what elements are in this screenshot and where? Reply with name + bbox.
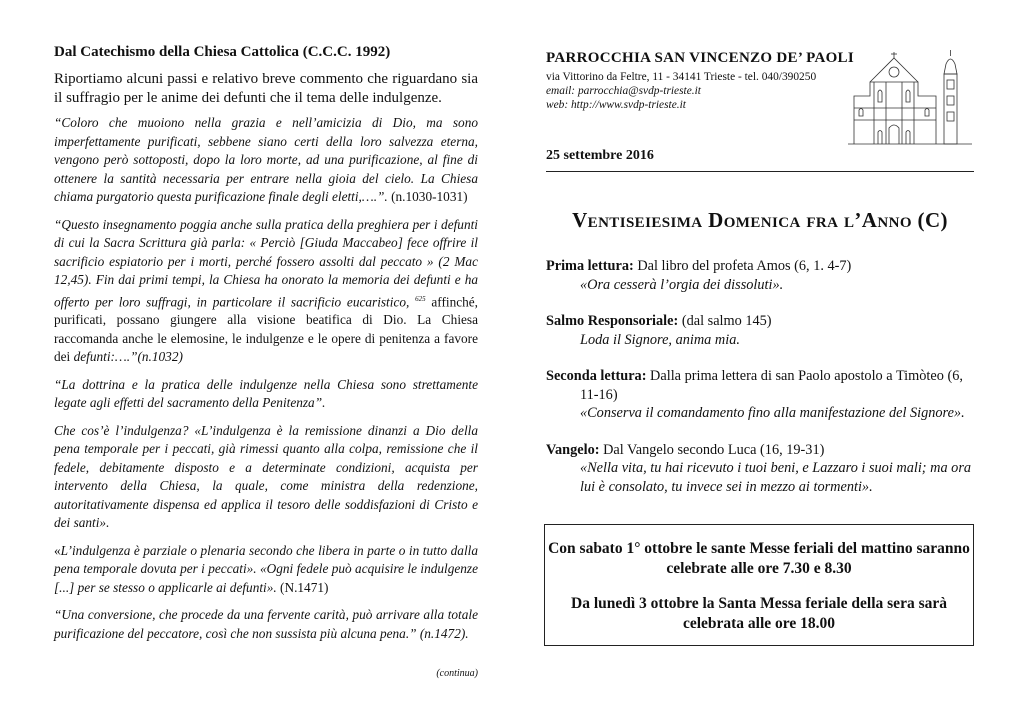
parish-address: via Vittorino da Feltre, 11 - 34141 Trieste - tel. 040/390250 (546, 71, 817, 83)
reading-label: Prima lettura: (546, 258, 634, 274)
intro-paragraph: Riportiamo alcuni passi e relativo breve commento che riguardano sia il suffragio per le anime dei defunti che il tema delle indulgenze. (54, 71, 478, 106)
quote-1-text: “Coloro che muoiono nella grazia e nell’amicizia di Dio, ma sono imperfettamente purificati, sebbene siano certi della loro salvezza eterna, vengono però sottoposti, dopo la loro morte, ad una purificazione, al fine di ottenere la santità necessaria per entrare nella gioia del cielo. La Chiesa chiama purgatorio questa purificazione finale degli eletti,….”. (54, 115, 478, 204)
reading-psalm (546, 312, 974, 349)
quote-5-ref: (N.1471) (280, 579, 329, 595)
bulletin-date: 25 settembre 2016 (546, 148, 654, 163)
quote-paragraph-2 (54, 216, 478, 367)
reading-source: Dal libro del profeta Amos (6, 1. 4-7) (637, 258, 852, 274)
quote-5-text: L’indulgenza è parziale o plenaria secondo che libera in parte o in tutto dalla pena temporale dovuta per i peccati». «Ogni fedele può acquisire le indulgenze [...] per se stesso o applicarle ai defunti». (54, 542, 478, 595)
reading-label: Salmo Responsoriale: (546, 313, 679, 329)
continua-label: (continua) (436, 668, 478, 679)
reading-refrain: «Nella vita, tu hai ricevuto i tuoi beni, e Lazzaro i suoi mali; ma ora lui è consolato, tu invece sei in mezzo ai tormenti». (580, 460, 972, 495)
quote-1-ref: (n.1030-1031) (391, 189, 468, 204)
right-page (512, 0, 1024, 724)
quote-2-text-b: affinché, purificati, possano giungere alla visione beatifica di Dio. La Chiesa raccomanda anche le elemosine, le indulgenze e le opere di penitenza a favore dei (54, 293, 478, 365)
quote-paragraph-4: Che cos’è l’indulgenza? «L’indulgenza è la remissione dinanzi a Dio della pena temporale per i peccati, già rimessi quanto alla colpa, remissione che il fedele, debitamente disposto e a determinate condizioni, acquista per intervento della Chiesa, la quale, come ministra della redenzione, autoritativamente dispensa ed applica il tesoro delle soddisfazioni di Cristo e dei santi». (54, 422, 478, 531)
notice-morning: Con sabato 1° ottobre le sante Messe feriali del mattino saranno celebrate alle ore 7.30 e 8.30 (548, 540, 970, 577)
quote-paragraph-5 (54, 542, 478, 598)
reading-first (546, 257, 974, 294)
parish-email: email: parrocchia@svdp-trieste.it (546, 85, 701, 97)
notice-evening: Da lunedì 3 ottobre la Santa Messa feriale della sera sarà celebrata alle ore 18.00 (571, 595, 947, 632)
mass-times-notice (544, 524, 974, 646)
church-illustration (848, 44, 972, 146)
feast-title: Ventiseiesima Domenica fra l’Anno (C) (572, 208, 948, 232)
reading-refrain: «Conserva il comandamento fino alla manifestazione del Signore». (580, 405, 965, 421)
reading-label: Seconda lettura: (546, 368, 647, 384)
readings-list (546, 257, 974, 514)
quote-paragraph-6: “Una conversione, che procede da una fervente carità, può arrivare alla totale purificazione del peccatore, così che non sussista più alcuna pena.” (n.1472). (54, 607, 478, 641)
reading-source: Dal Vangelo secondo Luca (16, 19-31) (603, 441, 825, 458)
reading-refrain: Loda il Signore, anima mia. (580, 331, 740, 348)
parish-name: PARROCCHIA SAN VINCENZO DE’ PAOLI (546, 50, 854, 66)
catechism-title: Dal Catechismo della Chiesa Cattolica (C.C.C. 1992) (54, 44, 391, 60)
footnote-marker: 625 (415, 294, 426, 303)
quote-2-text-c: defunti:….”(n.1032) (73, 349, 183, 365)
header-divider (546, 171, 974, 172)
parish-web: web: http://www.svdp-trieste.it (546, 99, 686, 111)
reading-source: Dalla prima lettera di san Paolo apostolo a Timòteo (6, (650, 368, 963, 384)
reading-source-cont: 11-16) (580, 386, 618, 403)
quote-paragraph-1 (54, 114, 478, 207)
reading-second (546, 367, 974, 423)
quote-5-open: « (54, 542, 61, 558)
reading-gospel (546, 441, 974, 497)
reading-source: (dal salmo 145) (681, 313, 772, 329)
reading-refrain: «Ora cesserà l’orgia dei dissoluti». (580, 276, 784, 293)
quote-paragraph-3: “La dottrina e la pratica delle indulgenze nella Chiesa sono strettamente legate agli effetti del sacramento della Penitenza”. (54, 376, 478, 411)
quote-2-text-a: “Questo insegnamento poggia anche sulla pratica della preghiera per i defunti di cui la Sacra Scrittura già parla: « Perciò [Giuda Maccabeo] fece offrire il sacrificio espiatorio per i morti, perché fossero assolti dal peccato » (2 Mac 12,45). Fin dai primi tempi, la Chiesa ha onorato la memoria dei defunti e ha offerto per loro suffragi, in particolare il sacrificio eucaristico, (54, 216, 478, 309)
reading-label: Vangelo: (546, 441, 600, 458)
